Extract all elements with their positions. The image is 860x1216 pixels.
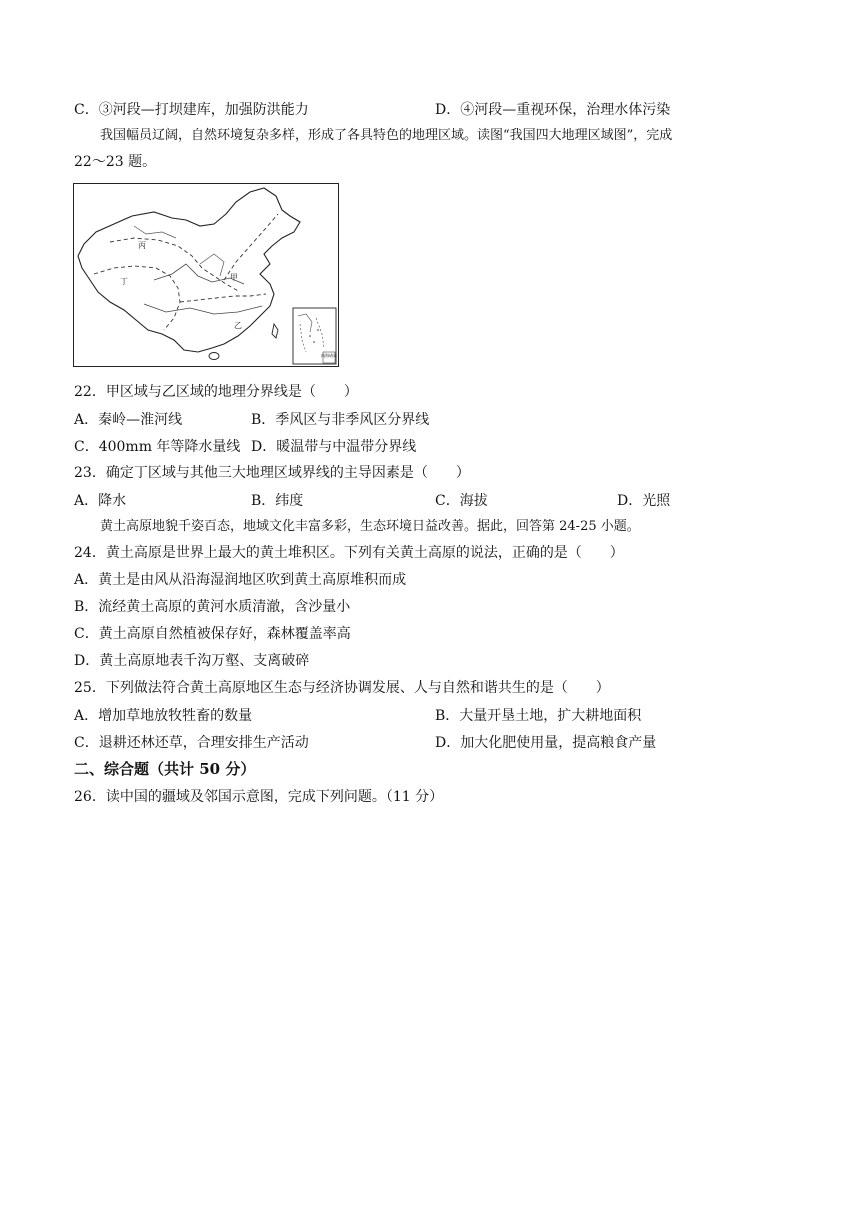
label-yi: 乙 — [234, 321, 242, 330]
taiwan-island — [272, 324, 278, 338]
hainan-island — [209, 353, 219, 360]
boundary-northeast — [224, 214, 278, 280]
section2-heading: 二、综合题（共计 50 分） — [74, 760, 256, 778]
label-bing: 丙 — [138, 241, 146, 250]
q24-option-c: C．黄土高原自然植被保存好，森林覆盖率高 — [74, 626, 351, 642]
q21-option-d: D．④河段—重视环保，治理水体污染 — [435, 102, 671, 118]
intro-22-23-line2: 22～23 题。 — [74, 154, 157, 170]
q23-option-a: A．降水 — [74, 493, 127, 509]
q24-option-a: A．黄土是由风从沿海湿润地区吹到黄土高原堆积而成 — [74, 572, 407, 588]
q25-stem: 25．下列做法符合黄土高原地区生态与经济协调发展、人与自然和谐共生的是（ ） — [74, 680, 610, 696]
q22-option-a: A．秦岭—淮河线 — [74, 412, 183, 428]
q26-stem: 26．读中国的疆域及邻国示意图，完成下列问题。（11 分） — [74, 789, 444, 805]
intro-24-25: 黄土高原地貌千姿百态，地域文化丰富多彩，生态环境日益改善。据此，回答第 24-25 小题。 — [100, 519, 640, 534]
china-regions-map — [73, 183, 339, 367]
q23-option-d: D．光照 — [617, 493, 671, 509]
q23-stem: 23．确定丁区域与其他三大地理区域界线的主导因素是（ ） — [74, 465, 470, 481]
q22-option-c: C．400mm 年等降水量线 — [74, 439, 241, 455]
boundary-qinling-huaihe — [180, 294, 266, 302]
q22-option-b: B．季风区与非季风区分界线 — [251, 412, 430, 428]
intro-22-23-line1: 我国幅员辽阔，自然环境复杂多样，形成了各具特色的地理区域。读图“我国四大地理区域图”，完成 — [100, 128, 673, 143]
map-drawing — [74, 184, 338, 366]
yangtze-river — [144, 304, 262, 314]
boundary-north-northwest — [110, 238, 240, 292]
q25-option-b: B．大量开垦土地，扩大耕地面积 — [435, 708, 642, 724]
inset-label: 南海诸岛 — [321, 353, 337, 358]
q22-stem: 22．甲区域与乙区域的地理分界线是（ ） — [74, 384, 358, 400]
q25-option-d: D．加大化肥使用量，提高粮食产量 — [435, 735, 657, 751]
q24-stem: 24．黄土高原是世界上最大的黄土堆积区。下列有关黄土高原的说法，正确的是（ ） — [74, 545, 624, 561]
q23-option-c: C．海拔 — [435, 493, 488, 509]
q22-option-d: D．暖温带与中温带分界线 — [251, 439, 417, 455]
q23-option-b: B．纬度 — [251, 493, 304, 509]
q24-option-b: B．流经黄土高原的黄河水质清澈，含沙量小 — [74, 599, 351, 615]
q24-option-d: D．黄土高原地表千沟万壑、支离破碎 — [74, 653, 310, 669]
q21-option-c: C．③河段—打坝建库，加强防洪能力 — [74, 102, 309, 118]
china-outline — [78, 188, 300, 352]
q25-option-a: A．增加草地放牧牲畜的数量 — [74, 708, 253, 724]
q25-option-c: C．退耕还林还草，合理安排生产活动 — [74, 735, 309, 751]
label-ding: 丁 — [120, 277, 128, 286]
label-jia: 甲 — [230, 273, 238, 282]
